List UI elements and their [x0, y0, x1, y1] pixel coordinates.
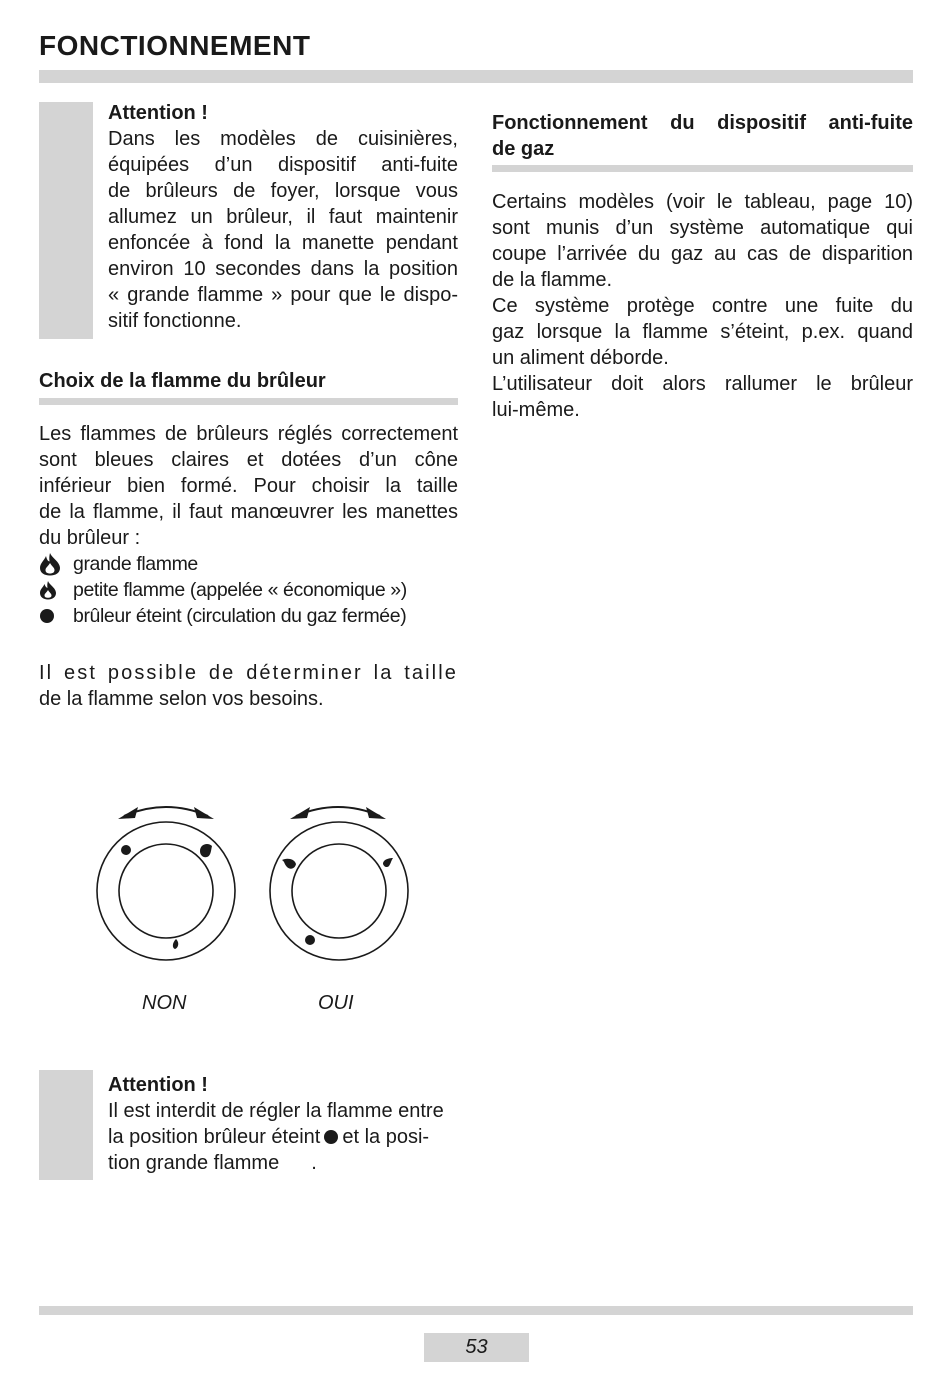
attention-note-2	[108, 1072, 468, 1176]
legend-label-small-flame: petite flamme (appelée « économique »)	[73, 579, 407, 601]
antifuite-line: un aliment déborde.	[492, 347, 669, 369]
attention2-line-2-b: et la posi-	[342, 1126, 430, 1148]
legend-label-large-flame: grande flamme	[73, 553, 198, 575]
attention2-line-3-a: tion grande flamme	[108, 1152, 280, 1174]
attention-sidebar-bar-2	[39, 1070, 93, 1180]
legend-item-large-flame	[39, 551, 479, 577]
legend-item-small-flame	[39, 577, 479, 603]
antifuite-line: sont munis d’un système automatique qui	[492, 217, 913, 239]
choix-paragraph	[39, 421, 458, 551]
section-rule-choix	[39, 398, 458, 405]
title-rule	[39, 70, 913, 83]
attention1-line: de brûleurs de foyer, lorsque vous	[108, 180, 458, 202]
attention-title-2: Attention !	[108, 1074, 208, 1096]
attention-note-1	[108, 100, 458, 334]
burner-off-dot-icon	[39, 608, 55, 624]
attention1-line: enfoncée à fond la manette pendant	[108, 232, 458, 254]
section-heading-choix: Choix de la flamme du brûleur	[39, 370, 326, 392]
choix-line: de la flamme, il faut manœuvrer les manettes	[39, 501, 458, 523]
footer-rule	[39, 1306, 913, 1315]
large-flame-icon	[39, 552, 61, 576]
attention1-line: sitif fonctionne.	[108, 310, 242, 332]
antifuite-paragraph	[492, 189, 913, 423]
attention2-line-3	[108, 1150, 468, 1176]
antifuite-heading-line-1: Fonctionnement du dispositif anti-fuite	[492, 112, 913, 134]
burner-knob-diagram	[80, 790, 440, 970]
legend-label-burner-off: brûleur éteint (circulation du gaz fermée)	[73, 605, 407, 627]
attention2-line-1: Il est interdit de régler la flamme entre	[108, 1100, 444, 1122]
attention2-line-2-a: la position brûleur éteint	[108, 1126, 321, 1148]
antifuite-line: de la flamme.	[492, 269, 613, 291]
attention1-line: Dans les modèles de cuisinières,	[108, 128, 458, 150]
page-number: 53	[424, 1333, 529, 1362]
knob-oui	[270, 807, 408, 960]
choix-line: inférieur bien formé. Pour choisir la taille	[39, 475, 458, 497]
attention-title: Attention !	[108, 102, 208, 124]
attention1-line: allumez un brûleur, il faut maintenir	[108, 206, 458, 228]
legend-item-burner-off	[39, 603, 479, 629]
dial-label-oui: OUI	[318, 992, 354, 1014]
choix-line: sont bleues claires et dotées d’un cône	[39, 449, 458, 471]
section-antifuite	[492, 110, 913, 162]
choix-closing-paragraph	[39, 660, 458, 712]
dial-label-non: NON	[142, 992, 187, 1014]
attention-sidebar-bar	[39, 102, 93, 339]
choix-line: du brûleur :	[39, 527, 141, 549]
antifuite-line: Ce système protège contre une fuite du	[492, 295, 913, 317]
attention-text	[108, 126, 458, 334]
antifuite-line: L’utilisateur doit alors rallumer le brûleur	[492, 373, 913, 395]
section-rule-antifuite	[492, 165, 913, 172]
flame-legend	[39, 551, 479, 629]
section-choix-flamme	[39, 368, 458, 394]
antifuite-line: Certains modèles (voir le tableau, page 10)	[492, 191, 913, 213]
attention2-line-2	[108, 1124, 468, 1150]
attention2-line-3-b: .	[311, 1152, 317, 1174]
choix-line: Les flammes de brûleurs réglés correctement	[39, 423, 458, 445]
closing-line-1: Il est possible de déterminer la taille	[39, 662, 458, 684]
closing-line-2: de la flamme selon vos besoins.	[39, 688, 324, 710]
knob-non	[97, 807, 235, 960]
antifuite-line: gaz lorsque la flamme s’éteint, p.ex. quand	[492, 321, 913, 343]
antifuite-heading-line-2: de gaz	[492, 138, 555, 160]
section-heading-antifuite	[492, 110, 913, 162]
antifuite-line: coupe l’arrivée du gaz au cas de disparition	[492, 243, 913, 265]
attention-text-2	[108, 1098, 468, 1176]
small-flame-icon	[39, 580, 57, 600]
attention1-line: équipées d’un dispositif anti-fuite	[108, 154, 458, 176]
attention1-line: environ 10 secondes dans la position	[108, 258, 458, 280]
burner-off-dot-icon	[324, 1130, 338, 1144]
page-title: FONCTIONNEMENT	[39, 30, 311, 61]
attention1-line: « grande flamme » pour que le dispo-	[108, 284, 458, 306]
antifuite-line: lui-même.	[492, 399, 580, 421]
